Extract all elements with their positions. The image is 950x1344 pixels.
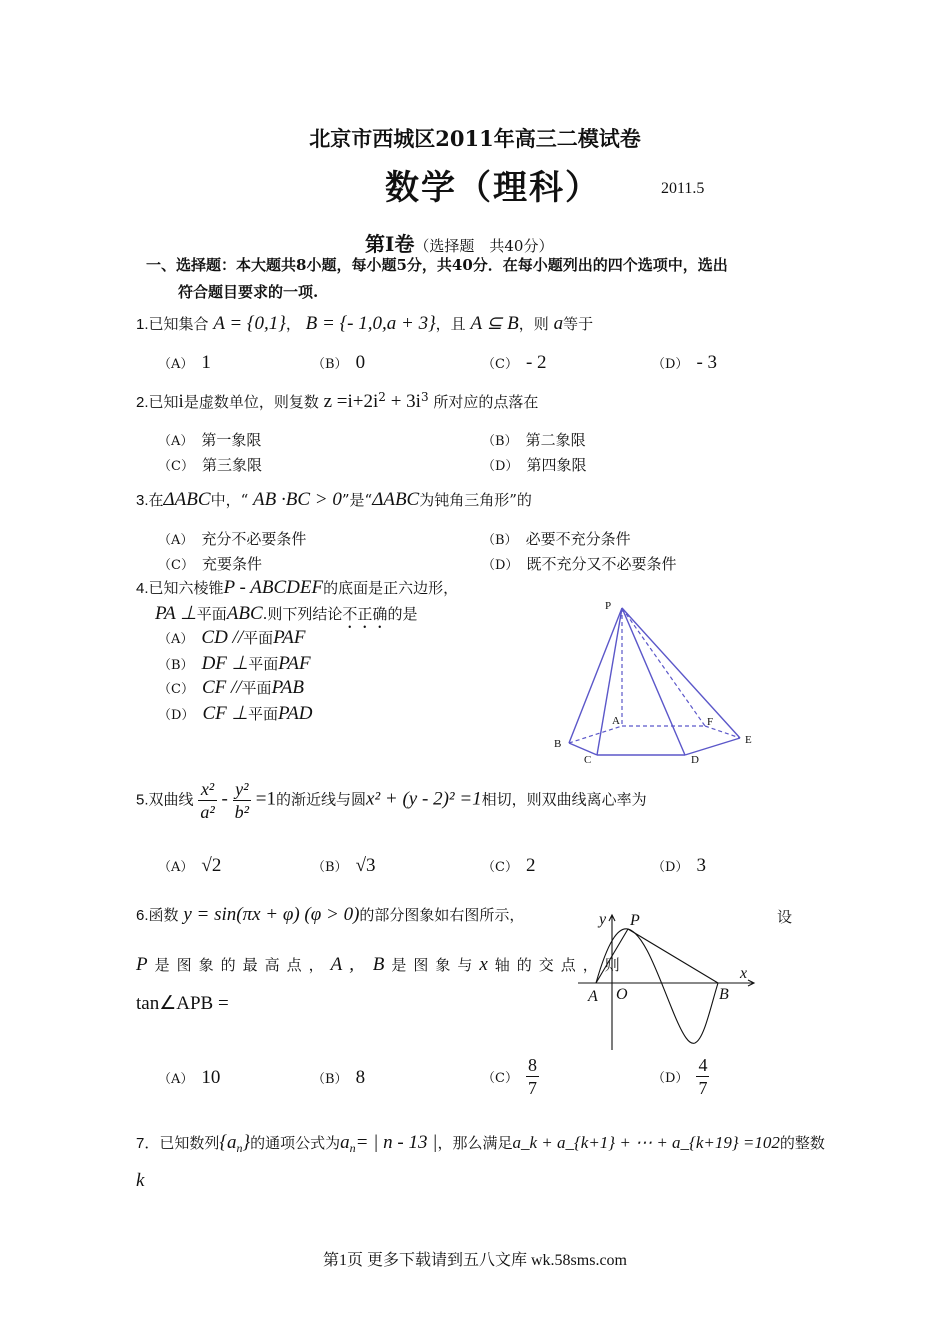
option xyxy=(652,1054,709,1099)
option-label: （A） xyxy=(158,533,194,548)
option-text: 平面 xyxy=(248,705,279,723)
option xyxy=(482,352,547,374)
q-text: 的部分图象如右图所示， xyxy=(359,906,525,924)
q-text: 为钝角三角形”的 xyxy=(419,491,532,509)
q-math: x xyxy=(479,954,495,975)
option-math: CF ⊥ xyxy=(202,703,249,724)
q-text: .则下列结论 xyxy=(262,605,343,623)
q-text: 已知数列 xyxy=(159,1134,220,1152)
option xyxy=(652,352,717,374)
q-math: ΔABC xyxy=(372,489,420,510)
question-6-line-3 xyxy=(136,992,229,1015)
label-p: P xyxy=(630,912,640,929)
q-text: 函数 xyxy=(148,906,179,924)
option-value: 第二象限 xyxy=(525,431,586,449)
paper-date: 2011.5 xyxy=(661,180,705,197)
q-math: = | n - 13 | xyxy=(355,1132,438,1153)
option xyxy=(652,855,706,877)
q-text: 已知集合 xyxy=(148,315,209,333)
option-label: （C） xyxy=(482,860,518,875)
q-text: 已知六棱锥 xyxy=(148,579,224,597)
option-math: PAB xyxy=(271,677,304,698)
q-text: 的是 xyxy=(387,605,418,623)
option xyxy=(482,429,586,450)
option-label: （D） xyxy=(482,459,519,474)
fraction-option xyxy=(526,1054,539,1099)
fraction-option xyxy=(696,1054,709,1099)
q-text: ，则 xyxy=(518,315,549,333)
q-math: a xyxy=(553,313,564,334)
option-value: 第一象限 xyxy=(201,431,262,449)
question-4 xyxy=(136,577,458,599)
option-text: 平面 xyxy=(243,629,274,647)
label-y: y xyxy=(599,911,607,928)
label-b: B xyxy=(719,986,729,1003)
option-math: CF // xyxy=(201,677,242,698)
q-subscript: n xyxy=(236,1141,243,1155)
q-math: a xyxy=(340,1132,350,1153)
label-e: E xyxy=(745,734,752,746)
option xyxy=(158,652,311,675)
option-value: 既不充分又不必要条件 xyxy=(526,555,677,573)
q-math: i+2i xyxy=(347,391,379,412)
edge-pc xyxy=(597,608,622,755)
option-label: （D） xyxy=(652,357,689,372)
option-value: 0 xyxy=(355,352,366,373)
q-math: - xyxy=(221,788,228,810)
option-label: （D） xyxy=(482,558,519,573)
q-math: A = {0,1} xyxy=(213,313,286,334)
q-math: i xyxy=(178,391,184,412)
option-label: （A） xyxy=(158,434,194,449)
question-number: 7． xyxy=(136,1135,160,1152)
q-math: ABC xyxy=(226,603,263,624)
q-text: 在 xyxy=(148,491,164,509)
q-text: 轴的交点，则 xyxy=(494,956,627,974)
fraction-numerator: 8 xyxy=(527,1055,537,1075)
fraction-denominator: 7 xyxy=(698,1078,708,1098)
q-subscript: n xyxy=(349,1141,356,1155)
option xyxy=(482,855,535,877)
option-label: （D） xyxy=(652,860,689,875)
option-math: DF ⊥ xyxy=(201,653,249,674)
question-6 xyxy=(136,904,524,926)
pyramid-figure xyxy=(545,595,760,775)
q-text: 相切，则双曲线离心率为 xyxy=(481,790,647,809)
label-o: O xyxy=(616,986,628,1003)
option-label: （D） xyxy=(652,1071,689,1086)
q-math: PA ⊥ xyxy=(155,603,197,624)
q-text: 是图象与 xyxy=(391,956,480,974)
question-number: 3. xyxy=(136,492,149,509)
option-value: 第三象限 xyxy=(201,456,262,474)
option-label: （A） xyxy=(158,357,194,372)
sine-graph-figure xyxy=(572,905,762,1055)
question-number: 1. xyxy=(136,316,149,333)
option-value: √3 xyxy=(355,855,376,876)
option-value: 2 xyxy=(525,855,536,876)
q-math: a_k + a_{k+1} + ⋯ + a_{k+19} =102 xyxy=(512,1133,780,1152)
option-label: （B） xyxy=(312,1072,348,1087)
edge-ba-hidden xyxy=(569,726,622,743)
label-f: F xyxy=(707,716,714,728)
q-text: 的渐近线与圆 xyxy=(276,790,367,809)
option-value: 8 xyxy=(355,1067,366,1088)
option-value: 充分不必要条件 xyxy=(201,530,307,548)
q-text: 已知 xyxy=(148,393,179,411)
option xyxy=(482,454,586,475)
q-math: tan∠APB = xyxy=(136,993,229,1014)
instructions-line-2: 符合题目要求的一项. xyxy=(178,283,319,301)
fraction-x xyxy=(198,778,216,823)
option-value: 3 xyxy=(696,855,706,876)
q-text: ，那么满足 xyxy=(437,1134,513,1152)
label-a: A xyxy=(588,988,598,1005)
fraction-numerator: 4 xyxy=(698,1055,708,1075)
paper-subtitle: 数学（理科） xyxy=(385,168,601,208)
option-label: （B） xyxy=(482,533,518,548)
q-math: =1 xyxy=(255,788,277,810)
option-math: PAF xyxy=(273,627,306,648)
question-1 xyxy=(136,312,593,335)
question-number: 2. xyxy=(136,394,149,411)
q-math: ΔABC xyxy=(163,489,211,510)
option-value: 第四象限 xyxy=(526,456,587,474)
q-math: + 3i xyxy=(385,391,421,412)
q-math: {a xyxy=(219,1132,237,1153)
option xyxy=(312,855,376,877)
fraction-numerator: x² xyxy=(198,778,216,801)
option-math: PAD xyxy=(278,703,313,724)
q-text: 是虚数单位，则复数 xyxy=(183,393,319,411)
q-exponent: 2 xyxy=(378,390,386,404)
option-label: （A） xyxy=(158,860,194,875)
q-text: 等于 xyxy=(563,315,594,333)
option-value: 充要条件 xyxy=(201,555,262,573)
label-x: x xyxy=(740,965,748,982)
question-5 xyxy=(136,778,647,823)
option xyxy=(158,454,262,475)
option xyxy=(312,352,365,374)
edge-pe xyxy=(622,608,740,738)
q-exponent: 3 xyxy=(420,390,429,404)
option-label: （B） xyxy=(482,434,518,449)
question-number: 5. xyxy=(136,791,149,809)
instructions xyxy=(146,252,728,306)
q-text: 双曲线 xyxy=(148,790,194,809)
fraction-y xyxy=(233,778,251,823)
option-label: （D） xyxy=(158,708,195,723)
option-value: √2 xyxy=(201,855,222,876)
option xyxy=(312,1067,365,1089)
option-value: - 2 xyxy=(525,352,547,373)
question-7 xyxy=(136,1132,825,1156)
q-text: 的底面是正六边形， xyxy=(323,579,459,597)
question-3 xyxy=(136,489,532,511)
edge-bc xyxy=(569,743,597,755)
option-value: - 3 xyxy=(696,352,718,373)
option xyxy=(158,528,306,549)
option-label: （C） xyxy=(482,1071,518,1086)
option xyxy=(158,352,211,374)
question-7-line-2 xyxy=(136,1170,144,1192)
option xyxy=(482,1054,539,1099)
option-label: （C） xyxy=(158,682,194,697)
question-6-continued: 设 xyxy=(777,908,793,926)
label-d: D xyxy=(691,754,699,766)
paper-title: 北京市西城区2011年高三二模试卷 xyxy=(309,126,641,151)
label-a: A xyxy=(612,715,620,727)
option-text: 平面 xyxy=(248,655,279,673)
fraction-denominator: b² xyxy=(234,802,250,822)
question-2 xyxy=(136,390,538,413)
option-value: 10 xyxy=(201,1067,221,1088)
edge-pf-hidden xyxy=(622,608,705,726)
edge-de xyxy=(685,738,740,755)
option-text: 平面 xyxy=(241,679,272,697)
q-math: x² + (y - 2)² =1 xyxy=(366,788,482,810)
question-number: 4. xyxy=(136,580,149,597)
q-math: A ⊆ B xyxy=(470,313,519,334)
q-math: y = sin(πx + φ) (φ > 0) xyxy=(183,904,360,925)
fraction-denominator: a² xyxy=(200,802,215,822)
option xyxy=(158,429,261,450)
section-note: （选择题 共40分） xyxy=(414,237,554,255)
option-label: （A） xyxy=(158,632,194,647)
q-text: ， xyxy=(285,315,301,333)
fraction-numerator: y² xyxy=(233,778,251,801)
option-label: （B） xyxy=(312,357,348,372)
option xyxy=(158,627,305,649)
option-label: （C） xyxy=(158,558,194,573)
q-text: 平面 xyxy=(196,605,227,623)
q-math: k xyxy=(136,1170,145,1191)
section-title: 第Ⅰ卷 xyxy=(365,232,415,256)
fraction-denominator: 7 xyxy=(527,1078,537,1098)
q-text: 是图象的最高点， xyxy=(154,956,331,974)
q-text: 所对应的点落在 xyxy=(433,393,539,411)
option xyxy=(158,1067,220,1089)
option-label: （C） xyxy=(158,459,194,474)
question-6-line-2 xyxy=(136,954,627,976)
page-footer: 第1页 更多下载请到五八文库 wk.58sms.com xyxy=(322,1252,627,1269)
option xyxy=(482,553,676,574)
q-text: 中，“ xyxy=(210,491,249,509)
q-text: ，且 xyxy=(435,315,466,333)
option xyxy=(158,702,313,725)
option-value: 1 xyxy=(201,352,211,373)
label-p: P xyxy=(605,600,612,612)
option-label: （C） xyxy=(482,357,518,372)
q-math: B = {- 1,0,a + 3} xyxy=(305,313,436,334)
q-math: P xyxy=(136,954,155,975)
segment-pb xyxy=(628,929,718,983)
option xyxy=(158,855,221,877)
option-value: 必要不充分条件 xyxy=(525,530,631,548)
option-label: （A） xyxy=(158,1072,194,1087)
question-number: 6. xyxy=(136,907,149,924)
q-text: 的通项公式为 xyxy=(250,1134,341,1152)
q-math: z = xyxy=(323,391,348,412)
q-text: 的整数 xyxy=(779,1134,825,1152)
option xyxy=(482,528,631,549)
q-math: AB ·BC > 0 xyxy=(253,489,342,510)
option xyxy=(158,677,304,699)
option-label: （B） xyxy=(158,658,194,673)
q-math: P - ABCDEF xyxy=(223,577,324,598)
label-b: B xyxy=(554,738,562,750)
q-math: A, B xyxy=(330,954,392,975)
option-math: CD // xyxy=(201,627,244,648)
edge-pd xyxy=(622,608,685,755)
option xyxy=(158,553,262,574)
instructions-line-1: 一、选择题：本大题共8小题，每小题5分，共40分．在每小题列出的四个选项中，选出 xyxy=(146,256,728,274)
q-text: ”是“ xyxy=(341,491,373,509)
q-emphasis: 不正确 xyxy=(342,605,388,623)
option-label: （B） xyxy=(312,860,348,875)
q-math: } xyxy=(242,1132,251,1153)
label-c: C xyxy=(584,754,592,766)
option-math: PAF xyxy=(278,653,311,674)
